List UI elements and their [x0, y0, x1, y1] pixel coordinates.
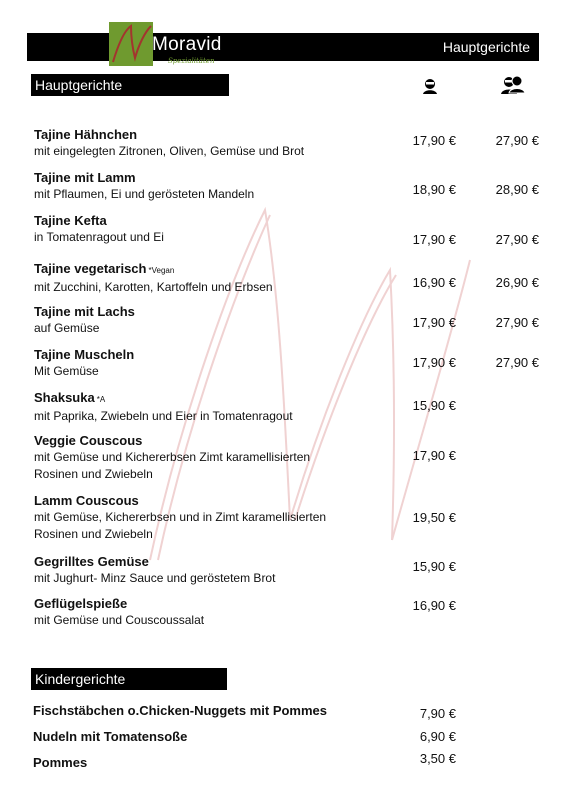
dish-name	[34, 346, 414, 363]
dish-description: mit Jughurt- Minz Sauce und geröstetem Brot	[34, 571, 276, 585]
dish-title: Tajine mit Lamm	[34, 170, 136, 185]
menu-item	[34, 595, 414, 629]
price-double: 28,90 €	[495, 182, 539, 197]
price-single: 15,90 €	[412, 559, 456, 574]
price-double: 27,90 €	[495, 315, 539, 330]
kids-item-name: Pommes	[33, 755, 88, 770]
dish-name	[34, 595, 414, 612]
dish-description: Mit Gemüse	[34, 364, 99, 378]
logo-mark	[109, 22, 153, 66]
dish-title: Tajine Muscheln	[34, 347, 135, 362]
dish-name	[34, 260, 414, 279]
dish-name	[34, 492, 414, 509]
price-single: 15,90 €	[412, 398, 456, 413]
brand-tagline: Spezialitäten	[168, 57, 215, 65]
kids-item-name: Fischstäbchen o.Chicken-Nuggets mit Pommes	[33, 703, 328, 718]
dish-title: Tajine Hähnchen	[34, 127, 138, 142]
dish-name	[34, 432, 414, 449]
brand-name: Moravid	[152, 34, 222, 55]
dish-title: Tajine vegetarisch	[34, 261, 147, 276]
dish-name	[34, 303, 414, 320]
dish-description: mit Gemüse, Kichererbsen und in Zimt karamellisierten	[34, 510, 327, 524]
dish-name	[34, 389, 414, 408]
dish-title: Tajine mit Lachs	[34, 304, 135, 319]
dish-name	[34, 169, 414, 186]
dish-name	[34, 212, 414, 229]
menu-item	[34, 260, 414, 296]
dish-title: Shaksuka	[34, 390, 95, 405]
dish-note: *Vegan	[148, 266, 175, 275]
section-header-kids: Kindergerichte	[31, 668, 227, 690]
dish-title: Veggie Couscous	[34, 433, 143, 448]
dish-description: Rosinen und Zwiebeln	[34, 467, 153, 481]
price-double: 27,90 €	[495, 355, 539, 370]
menu-item	[34, 492, 414, 543]
top-banner	[27, 33, 539, 61]
price-single: 17,90 €	[412, 133, 456, 148]
dish-title: Lamm Couscous	[34, 493, 139, 508]
section-header-main: Hauptgerichte	[31, 74, 229, 96]
kids-item-name: Nudeln mit Tomatensoße	[33, 729, 188, 744]
menu-item	[34, 169, 414, 203]
dish-description: mit Zucchini, Karotten, Kartoffeln und Erbsen	[34, 280, 273, 294]
price-single: 17,90 €	[412, 232, 456, 247]
price-single: 19,50 €	[412, 510, 456, 525]
menu-item	[34, 212, 414, 246]
price-double: 27,90 €	[495, 232, 539, 247]
dish-note: *A	[96, 395, 106, 404]
menu-item	[34, 126, 414, 160]
dish-description: auf Gemüse	[34, 321, 100, 335]
dish-description: mit eingelegten Zitronen, Oliven, Gemüse und Brot	[34, 144, 305, 158]
dish-description: mit Gemüse und Kichererbsen Zimt karamellisierten	[34, 450, 311, 464]
price-double: 26,90 €	[495, 275, 539, 290]
dish-name	[34, 126, 414, 143]
menu-item	[34, 303, 414, 337]
logo-m-icon	[109, 22, 153, 66]
price-single: 17,90 €	[412, 315, 456, 330]
menu-item	[34, 389, 414, 425]
menu-item	[34, 346, 414, 380]
price-single: 16,90 €	[412, 598, 456, 613]
person-icon	[421, 78, 439, 94]
brand-logo	[106, 22, 226, 72]
kids-item-price: 7,90 €	[419, 706, 456, 721]
dish-description: Rosinen und Zwiebeln	[34, 527, 153, 541]
price-single: 17,90 €	[412, 448, 456, 463]
dish-name	[34, 553, 414, 570]
price-single: 16,90 €	[412, 275, 456, 290]
dish-title: Gegrilltes Gemüse	[34, 554, 149, 569]
dish-title: Geflügelspieße	[34, 596, 128, 611]
menu-item	[34, 432, 414, 483]
price-single: 17,90 €	[412, 355, 456, 370]
kids-item-price: 6,90 €	[419, 729, 456, 744]
menu-item	[34, 553, 414, 587]
dish-description: in Tomatenragout und Ei	[34, 230, 164, 244]
two-persons-icon	[500, 76, 526, 94]
price-single: 18,90 €	[412, 182, 456, 197]
kids-item-price: 3,50 €	[419, 751, 456, 766]
dish-description: mit Paprika, Zwiebeln und Eier in Tomatenragout	[34, 409, 293, 423]
dish-description: mit Gemüse und Couscoussalat	[34, 613, 205, 627]
dish-title: Tajine Kefta	[34, 213, 107, 228]
dish-description: mit Pflaumen, Ei und gerösteten Mandeln	[34, 187, 255, 201]
page-title: Hauptgerichte	[442, 39, 530, 55]
price-double: 27,90 €	[495, 133, 539, 148]
